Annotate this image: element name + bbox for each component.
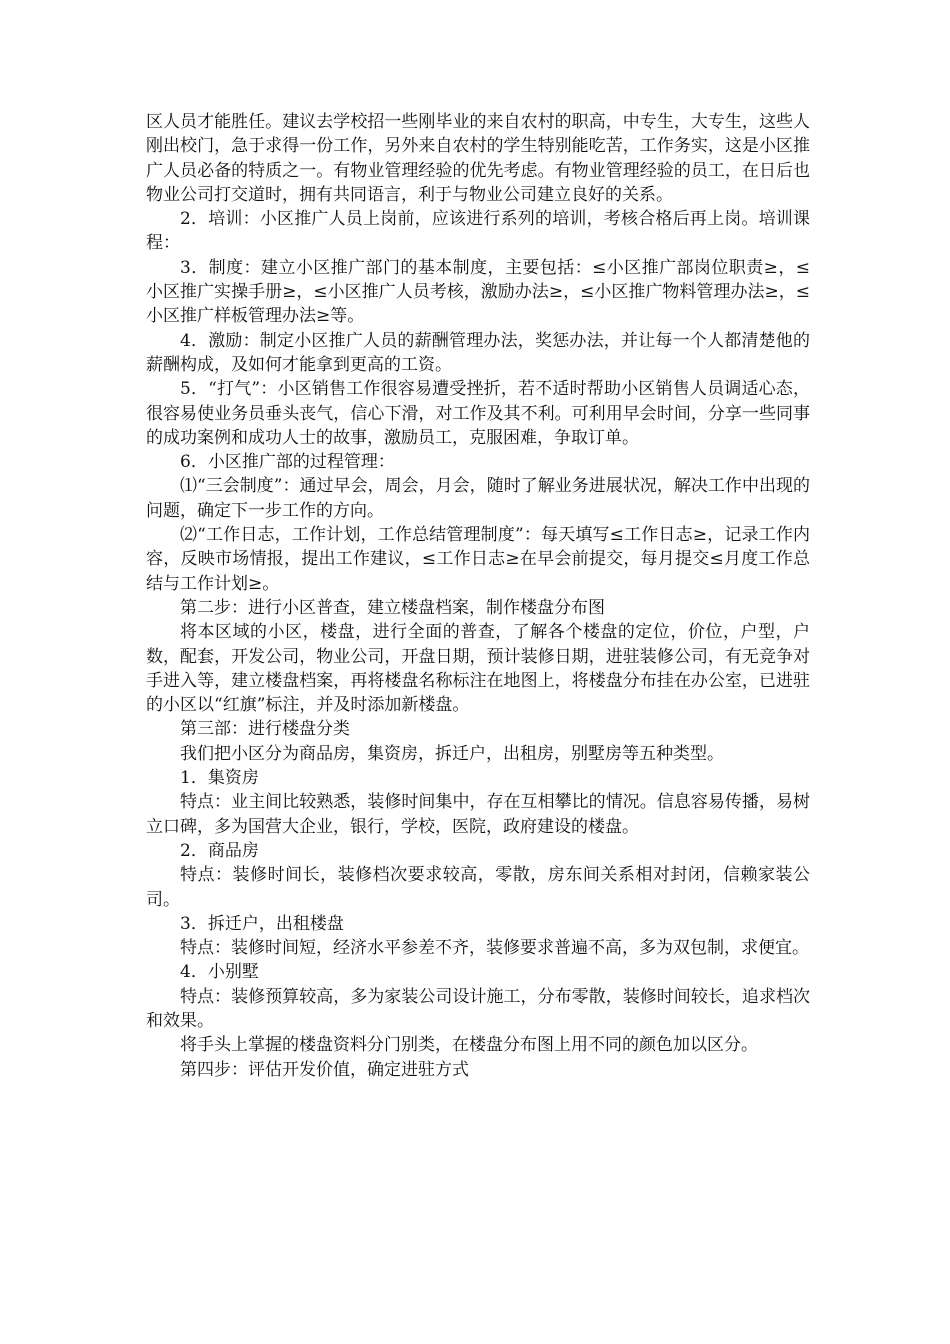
paragraph-classify-map: 将手头上掌握的楼盘资料分门别类，在楼盘分布图上用不同的颜色加以区分。	[180, 1035, 758, 1056]
paragraph-incentive: 4．激励：制定小区推广人员的薪酬管理办法，奖惩办法，并让每一个人都清楚他的薪酬构成，及如何才能拿到更高的工资。	[146, 330, 810, 375]
paragraph-system: 3．制度：建立小区推广部门的基本制度，主要包括：≤小区推广部岗位职责≥，≤小区推广实操手册≥，≤小区推广人员考核，激励办法≥，≤小区推广物料管理办法≥，≤小区推广样板管理办法≥等。	[146, 257, 810, 327]
heading-step-two: 第二步：进行小区普查，建立楼盘档案，制作楼盘分布图	[180, 597, 605, 618]
paragraph-survey: 将本区域的小区，楼盘，进行全面的普查，了解各个楼盘的定位，价位，户型，户数，配套，开发公司，物业公司，开盘日期，预计装修日期，进驻装修公司，有无竞争对手进入等，建立楼盘档案，再将楼盘名称标注在地图上，将楼盘分布挂在办公室，已进驻的小区以“红旗”标注，并及时添加新楼盘。	[146, 622, 810, 716]
heading-step-three: 第三部：进行楼盘分类	[180, 719, 350, 740]
heading-commercial-housing: 2．商品房	[180, 840, 259, 861]
heading-villa: 4．小别墅	[180, 962, 259, 983]
paragraph-morale: 5．“打气”：小区销售工作很容易遭受挫折，若不适时帮助小区销售人员调适心态，很容易使业务员垂头丧气，信心下滑，对工作及其不利。可利用早会时间，分享一些同事的成功案例和成功人士的故事，激励员工，克服困难，争取订单。	[146, 379, 810, 448]
paragraph-relocation-rental: 特点：装修时间短，经济水平参差不齐，装修要求普遍不高，多为双包制，求便宜。	[180, 938, 809, 959]
paragraph-training: 2．培训：小区推广人员上岗前，应该进行系列的培训，考核合格后再上岗。培训课程：	[146, 209, 810, 254]
document-body	[146, 110, 810, 1082]
paragraph-villa: 特点：装修预算较高，多为家装公司设计施工，分布零散，装修时间较长，追求档次和效果。	[146, 986, 810, 1031]
heading-relocation-rental: 3．拆迁户，出租楼盘	[180, 913, 344, 934]
paragraph-fund-housing: 特点：业主间比较熟悉，装修时间集中，存在互相攀比的情况。信息容易传播，易树立口碑，多为国营大企业，银行，学校，医院，政府建设的楼盘。	[146, 792, 810, 837]
heading-step-four: 第四步：评估开发价值，确定进驻方式	[180, 1059, 469, 1080]
paragraph-process-management: 6．小区推广部的过程管理：	[180, 452, 395, 473]
paragraph-recruit-continuation: 区人员才能胜任。建议去学校招一些刚毕业的来自农村的职高，中专生，大专生，这些人刚出校门，急于求得一份工作，另外来自农村的学生特别能吃苦，工作务实，这是小区推广人员必备的特质之一。有物业管理经验的优先考虑。有物业管理经验的员工，在日后也物业公司打交道时，拥有共同语言，利于与物业公司建立良好的关系。	[146, 112, 810, 205]
paragraph-commercial-housing: 特点：装修时间长，装修档次要求较高，零散，房东间关系相对封闭，信赖家装公司。	[146, 865, 810, 910]
paragraph-categories: 我们把小区分为商品房，集资房，拆迁户，出租房，别墅房等五种类型。	[180, 743, 724, 764]
paragraph-three-meetings: ⑴“三会制度”：通过早会，周会，月会，随时了解业务进展状况，解决工作中出现的问题，确定下一步工作的方向。	[146, 476, 810, 521]
heading-fund-housing: 1．集资房	[180, 768, 259, 789]
paragraph-work-log: ⑵“工作日志，工作计划，工作总结管理制度”：每天填写≤工作日志≥，记录工作内容，反映市场情报，提出工作建议，≤工作日志≥在早会前提交，每月提交≤月度工作总结与工作计划≥。	[146, 525, 810, 594]
